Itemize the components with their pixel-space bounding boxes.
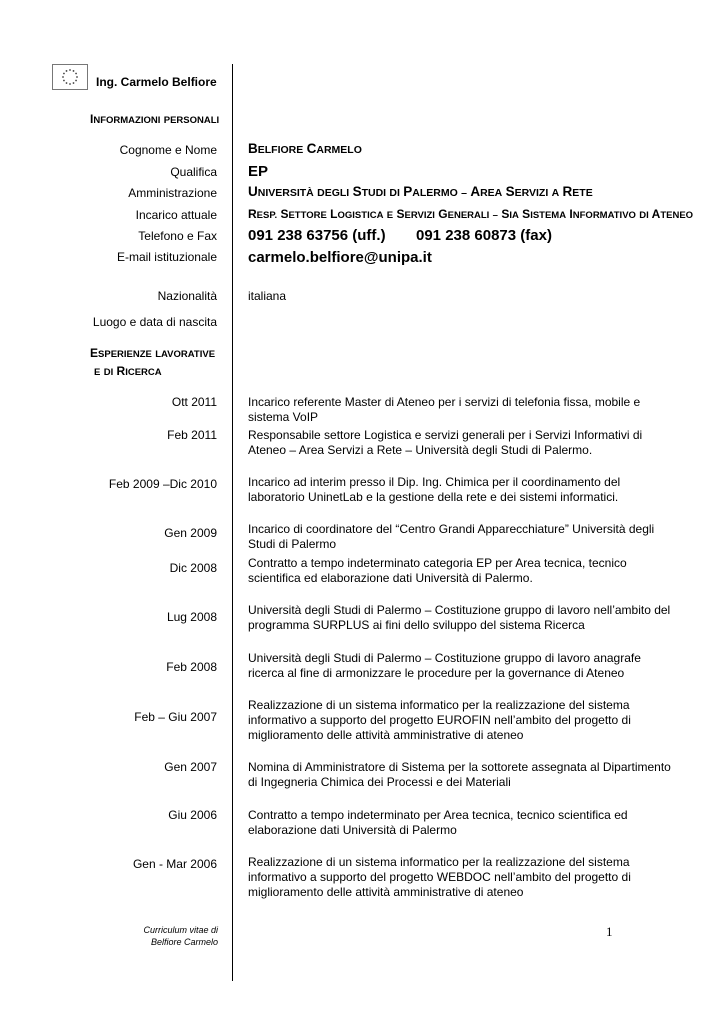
eu-star-icon	[66, 70, 68, 72]
eu-star-icon	[75, 73, 77, 75]
value-telefono: 091 238 63756 (uff.)	[248, 227, 386, 244]
experience-date: Feb 2009 –Dic 2010	[108, 477, 217, 491]
label-qualifica: Qualifica	[170, 165, 217, 179]
experience-desc: Contratto a tempo indeterminato categoria EP per Area tecnica, tecnico scientifica ed elaborazione dati Università di Palermo.	[248, 556, 627, 585]
value-fax: 091 238 60873 (fax)	[416, 227, 552, 244]
experience-desc: Nomina di Amministratore di Sistema per la sottorete assegnata al Dipartimento di Ingegneria Chimica dei Processi e dei Materiali	[248, 760, 671, 789]
experience-desc: Realizzazione di un sistema informatico per la realizzazione del sistema informativo a supporto del progetto WEBDOC nell’ambito del progetto di miglioramento delle attività amministrative di ateneo	[248, 855, 631, 899]
experience-desc: Università degli Studi di Palermo – Costituzione gruppo di lavoro anagrafe ricerca al fine di armonizzare le procedure per la governance di Ateneo	[248, 651, 641, 680]
experience-date: Feb 2011	[167, 428, 217, 442]
eu-star-icon	[69, 69, 71, 71]
value-qualifica: EP	[248, 163, 269, 180]
section-title-experience-line1: ESPERIENZE LAVORATIVE	[90, 346, 216, 360]
value-nazionalita: italiana	[248, 289, 287, 303]
footer-line2: Belfiore Carmelo	[150, 937, 218, 947]
experience-date: Feb 2008	[166, 660, 217, 674]
experience-desc: Incarico di coordinatore del “Centro Grandi Apparecchiature” Università degli Studi di Palermo	[248, 522, 655, 551]
header-name: Ing. Carmelo Belfiore	[96, 75, 217, 89]
section-title-experience-line2: E DI RICERCA	[94, 364, 162, 378]
experience-date: Feb – Giu 2007	[134, 710, 217, 724]
column-divider	[232, 64, 233, 981]
page-number: 1	[606, 924, 613, 939]
experience-date: Giu 2006	[168, 808, 217, 822]
experience-date: Dic 2008	[169, 561, 217, 575]
experience-date: Lug 2008	[166, 610, 217, 624]
experience-date: Ott 2011	[171, 395, 217, 409]
experience-desc: Incarico referente Master di Ateneo per i servizi di telefonia fissa, mobile e sistema VoIP	[248, 395, 641, 424]
label-telefono-fax: Telefono e Fax	[138, 229, 217, 243]
eu-stars-icon	[53, 65, 87, 89]
eu-star-icon	[69, 83, 71, 85]
label-cognome-nome: Cognome e Nome	[119, 143, 217, 157]
experience-desc: Università degli Studi di Palermo – Costituzione gruppo di lavoro nell’ambito del programma SURPLUS ai fini dello sviluppo del sistema Ricerca	[248, 603, 671, 632]
experience-desc: Realizzazione di un sistema informatico per la realizzazione del sistema informativo a supporto del progetto EUROFIN nell’ambito del progetto di miglioramento delle attività amministrative di ateneo	[248, 698, 631, 742]
value-incarico-attuale: RESP. SETTORE LOGISTICA E SERVIZI GENERALI – SIA SISTEMA INFORMATIVO DI ATENEO	[248, 207, 694, 221]
eu-star-icon	[63, 80, 65, 82]
eu-star-icon	[73, 82, 75, 84]
section-title-personal	[90, 111, 219, 129]
footer-caption	[143, 924, 218, 948]
eu-star-icon	[62, 76, 64, 78]
experience-desc: Contratto a tempo indeterminato per Area tecnica, tecnico scientifica ed elaborazione dati Università di Palermo	[248, 808, 628, 837]
value-amministrazione: UNIVERSITÀ DEGLI STUDI DI PALERMO – AREA SERVIZI A RETE	[248, 184, 593, 199]
label-amministrazione: Amministrazione	[128, 186, 217, 200]
value-telefono-fax	[248, 227, 552, 244]
footer-line1: Curriculum vitae di	[143, 925, 218, 935]
eu-star-icon	[73, 70, 75, 72]
eu-star-icon	[63, 73, 65, 75]
experience-date: Gen 2009	[164, 526, 217, 540]
eu-star-icon	[66, 82, 68, 84]
experience-date: Gen - Mar 2006	[132, 857, 217, 871]
eu-star-icon	[76, 76, 78, 78]
value-cognome-nome: BELFIORE CARMELO	[248, 141, 362, 156]
label-nazionalita: Nazionalità	[157, 289, 217, 303]
experience-desc: Responsabile settore Logistica e servizi generali per i Servizi Informativi di Ateneo – Area Servizi a Rete – Università degli Studi di Palermo.	[248, 428, 643, 457]
eu-flag-icon	[52, 64, 88, 90]
experience-desc: Incarico ad interim presso il Dip. Ing. Chimica per il coordinamento del laboratorio UninetLab e la gestione della rete e dei sistemi informatici.	[248, 475, 621, 504]
label-email: E-mail istituzionale	[116, 250, 217, 264]
eu-star-icon	[75, 80, 77, 82]
section-title-experience	[90, 345, 215, 381]
experience-date: Gen 2007	[164, 760, 217, 774]
value-email: carmelo.belfiore@unipa.it	[248, 249, 432, 266]
label-incarico-attuale: Incarico attuale	[135, 208, 217, 222]
section-title-personal-text: INFORMAZIONI PERSONALI	[90, 112, 220, 126]
label-luogo-data-nascita: Luogo e data di nascita	[92, 315, 217, 329]
